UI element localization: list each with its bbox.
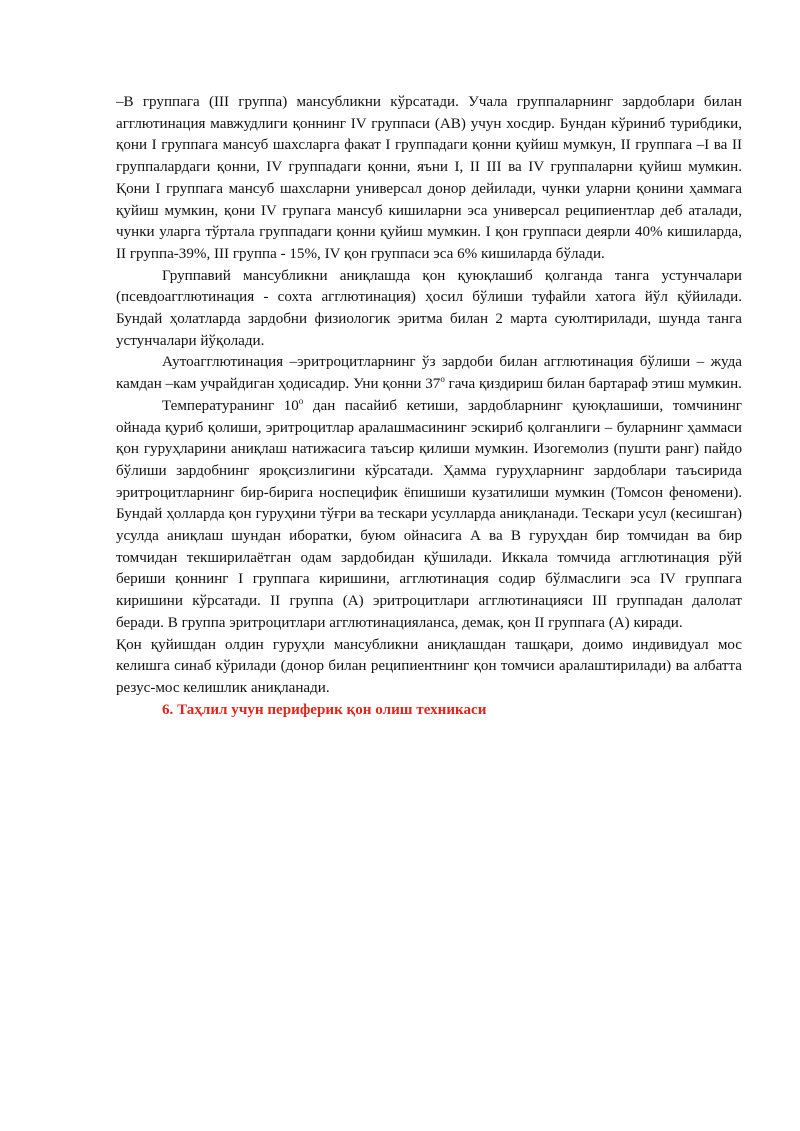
- paragraph-individual-compatibility: Қон қуйишдан олдин гуруҳли мансубликни аниқлашдан ташқари, доимо индивидуал мос келишга синаб кўрилади (донор билан реципиентнинг қон томчиси аралаштирилади) ва албатта резус-мос келишлик аниқланади.: [116, 636, 742, 696]
- temperature-text-end: дан пасайиб кетиши, зардобларнинг қуюқлашиши, томчининг ойнада қуриб қолиши, эритроцитлар аралашмасининг эскириб қолганлиги – буларнинг ҳаммаси қон гуруҳларини аниқлаш натижасига таъсир қилиши мумкин. Изогемолиз (пушти ранг) пайдо бўлиши зардобнинг яроқсизлигини кўрсатади. Ҳамма гуруҳларнинг зардоблари таъсирида эритроцитларнинг бир-бирига носпецифик ёпишиши кузатилиши мумкин (Томсон феномени). Бундай ҳолларда қон гуруҳини тўғри ва тескари усулларда аниқланади. Тескари усул (кесишган) усулда аниқлаш шундан иборатки, буюм ойнасига А ва В гуруҳдан бир томчидан ва бир томчидан текширилаётган одам зардобидан қўшилади. Иккала томчида агглютинация рўй бериши қоннинг I группага киришини, агглютинация содир бўлмаслиги эса IV группага киришини кўрсатади. II группа (А) эритроцитлари агглютинацияси III группадан далолат беради. В группа эритроцитлари агглютинацияланса, демак, қон II группага (А) киради.: [116, 397, 743, 631]
- autoagglutination-text-start: Аутоагглютинация –эритроцитларнинг ўз зардоби билан агглютинация бўлиши – жуда камдан –кам учрайдиган ҳодисадир. Уни қонни 37: [116, 354, 742, 393]
- degree-superscript: о: [298, 395, 304, 406]
- paragraph-pseudoagglutination: Группавий мансубликни аниқлашда қон қуюқлашиб қолганда танга устунчалари (псевдоагглютинация - сохта агглютинация) ҳосил бўлиши туфайли хатога йўл қўйилади. Бундай ҳолатларда зардобни физиологик эритма билан 2 марта суюлтирилади, шунда танга устунчалари йўқолади.: [116, 267, 742, 349]
- autoagglutination-text-end: гача қиздириш билан бартараф этиш мумкин.: [444, 376, 742, 393]
- section-heading-peripheral-blood: 6. Таҳлил учун периферик қон олиш техникаси: [162, 701, 487, 718]
- document-body: [116, 92, 742, 721]
- degree-superscript: о: [440, 374, 445, 385]
- temperature-text-start: Температуранинг 10: [162, 397, 299, 414]
- paragraph-autoagglutination: [116, 352, 742, 395]
- paragraph-temperature-errors: [116, 396, 742, 635]
- paragraph-blood-group-compatibility: –В группага (III группа) мансубликни кўрсатади. Учала группаларнинг зардоблари билан агглютинация мавжудлиги қоннинг IV группаси (АВ) учун хосдир. Бундан кўриниб турибдики, қони I группага мансуб шахсларга факат I группадаги қонни қуйиш мумкун, II группага –I ва II группалардаги қонни, IV группадаги қонни, яъни I, II III ва IV группаларни қуйиш мумкин. Қони I группага мансуб шахсларни универсал донор дейилади, чунки уларни қонини ҳаммага қуйиш мумкин, қони IV групага мансуб кишиларни эса универсал реципиентлар деб аталади, чунки уларга тўртала группадаги қонни қуйиш мумкин. I қон группаси деярли 40% кишиларда, II группа-39%, III группа - 15%, IV қон группаси эса 6% кишиларда бўлади.: [116, 94, 742, 262]
